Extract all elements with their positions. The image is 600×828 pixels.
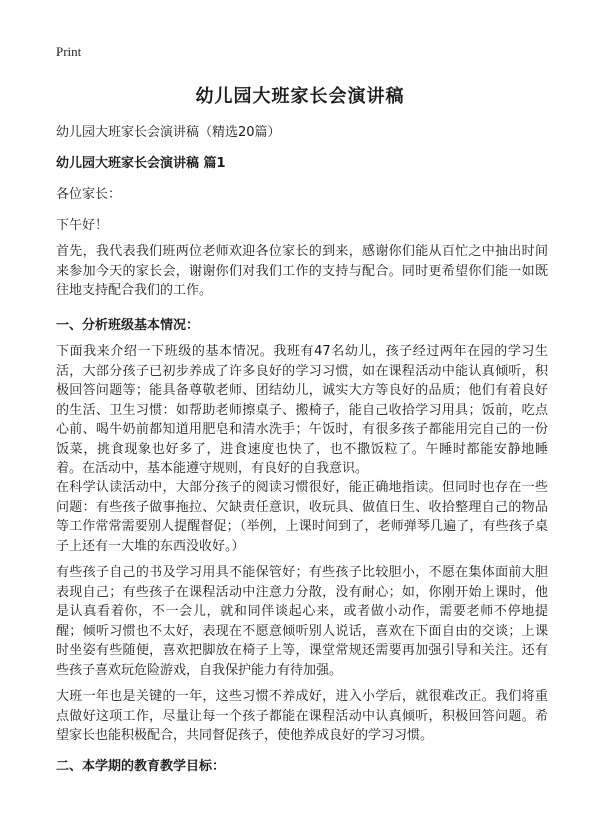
- paragraph-reading-habits: 在科学认读活动中，大部分孩子的阅读习惯很好，能正确地指读。但同时也存在一些问题：有些孩子做事拖拉、欠缺责任意识，收玩具、做值日生、收拾整理自己的物品等工作常常需要别人提醒督促；（举例，上课时间到了，老师弹琴几遍了，有些孩子桌子上还有一大堆的东西没收好。）: [56, 480, 548, 554]
- paragraph-problems: 有些孩子自己的书及学习用具不能保管好；有些孩子比较胆小，不愿在集体面前大胆表现自己；有些孩子在课程活动中注意力分散，没有耐心；如，你刚开始上课时，他是认真看着你，不一会儿，就和同伴谈起心来，或者做小动作，需要老师不停地提醒；倾听习惯也不太好，表现在不愿意倾听别人说话，喜欢在下面自由的交谈；上课时坐姿有些随便，喜欢把脚放在椅子上等，课堂常规还需要再加强引导和关注。还有些孩子喜欢玩危险游戏，自我保护能力有待加强。: [56, 565, 548, 678]
- print-label: Print: [56, 44, 82, 59]
- paragraph-class-overview: 下面我来介绍一下班级的基本情况。我班有47名幼儿，孩子经过两年在园的学习生活，大部分孩子已初步养成了许多良好的学习习惯，如在课程活动中能认真倾听，积极回答问题等；能具备尊敬老师、团结幼儿，诚实大方等良好的品质；他们有着良好的生活、卫生习惯：如帮助老师擦桌子、搬椅子，能自己收拾学习用具；饭前，吃点心前、喝牛奶前都知道用肥皂和清水洗手；午饭时，有很多孩子都能用完自己的一份饭菜，挑食现象也好多了，进食速度也快了，也不撒饭粒了。午睡时都能安静地睡着。在活动中，基本能遵守规则，有良好的自我意识。: [56, 344, 548, 476]
- document-title: 幼儿园大班家长会演讲稿: [195, 86, 405, 107]
- intro-paragraph: 首先，我代表我们班两位老师欢迎各位家长的到来，感谢你们能从百忙之中抽出时间来参加今天的家长会，谢谢你们对我们工作的支持与配合。同时更希望你们能一如既往地支持配合我们的工作。: [56, 244, 548, 298]
- paragraph-key-year: 大班一年也是关键的一年，这些习惯不养成好，进入小学后，就很难改正。我们将重点做好这项工作，尽量让每一个孩子都能在课程活动中认真倾听，积极回答问题。希望家长也能积极配合，共同督促孩子，使他养成良好的学习习惯。: [56, 689, 548, 743]
- piece-heading: 幼儿园大班家长会演讲稿 篇1: [56, 156, 226, 171]
- section-heading-2: 二、本学期的教育教学目标：: [56, 759, 226, 774]
- document-subtitle: 幼儿园大班家长会演讲稿（精选20篇）: [56, 125, 281, 140]
- greeting: 各位家长：: [56, 187, 122, 202]
- salutation: 下午好！: [56, 218, 109, 233]
- section-heading-1: 一、分析班级基本情况：: [56, 318, 200, 333]
